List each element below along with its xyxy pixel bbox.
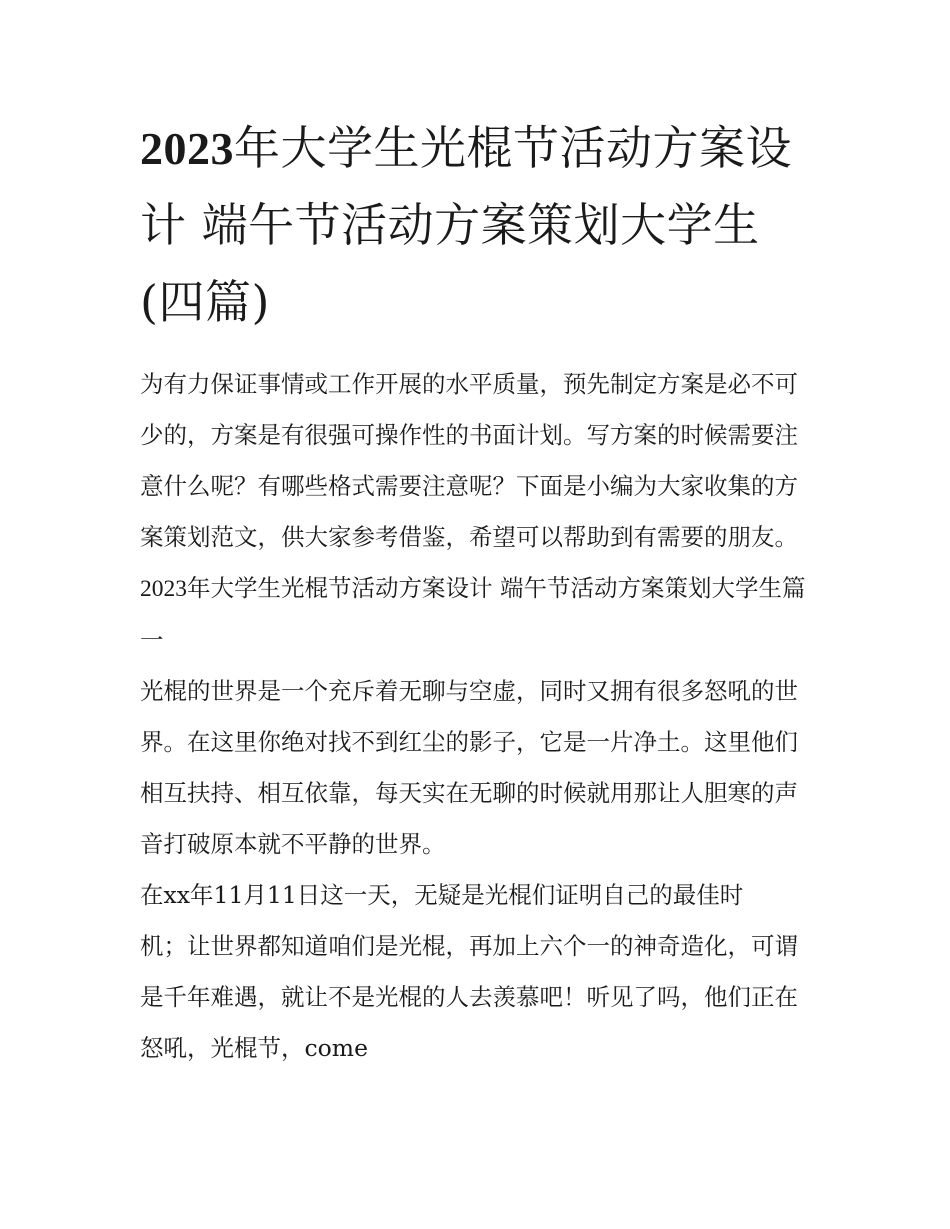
- section-heading-year: 2023: [140, 576, 187, 602]
- section-heading-text: 年大学生光棍节活动方案设计 端午节活动方案策划大学生篇一: [140, 574, 806, 654]
- title-year: 2023: [140, 123, 234, 174]
- body-paragraph-2: [140, 870, 812, 1074]
- title-text: 年大学生光棍节活动方案设计 端午节活动方案策划大学生(四篇): [140, 121, 792, 329]
- document-title: [140, 110, 812, 341]
- body-paragraph-1: 光棍的世界是一个充斥着无聊与空虚，同时又拥有很多怒吼的世界。在这里你绝对找不到红尘的影子，它是一片净土。这里他们相互扶持、相互依靠，每天实在无聊的时候就用那让人胆寒的声音打破原本就不平静的世界。: [140, 677, 798, 858]
- section-heading: [140, 563, 812, 666]
- intro-paragraph: 为有力保证事情或工作开展的水平质量，预先制定方案是必不可少的，方案是有很强可操作性的书面计划。写方案的时候需要注意什么呢？有哪些格式需要注意呢？下面是小编为大家收集的方案策划范文，供大家参考借鉴，希望可以帮助到有需要的朋友。: [140, 370, 798, 551]
- document-page: [140, 110, 812, 1074]
- body-paragraph-2-line-1: 在xx年11月11日这一天，无疑是光棍们证明自己的最佳时: [140, 881, 744, 909]
- body-paragraph-2-rest: 机；让世界都知道咱们是光棍，再加上六个一的神奇造化，可谓是千年难遇，就让不是光棍的人去羡慕吧！听见了吗，他们正在怒吼，光棍节，come: [140, 932, 798, 1062]
